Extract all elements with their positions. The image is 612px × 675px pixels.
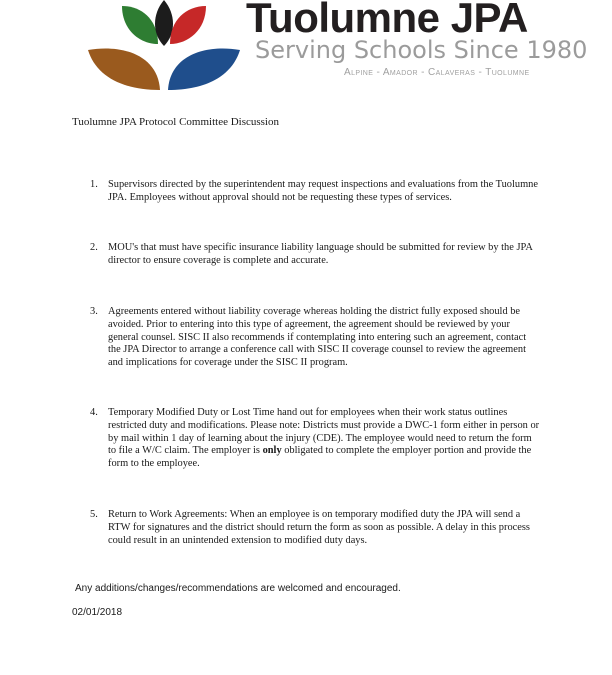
logo-petal-red — [170, 6, 206, 44]
logo-petal-green — [122, 6, 158, 44]
flower-logo-icon — [84, 0, 244, 92]
brand-name: Tuolumne JPA — [246, 0, 528, 41]
list-item — [72, 407, 540, 471]
list-item-text: Return to Work Agreements: When an employee is on temporary modified duty the JPA will send a RTW for signatures and the district should return the form as soon as possible. A delay in this process could result in an unintended extension to modified duty days. — [108, 509, 530, 546]
list-item-text: Supervisors directed by the superintendent may request inspections and evaluations from the Tuolumne JPA. Employees without approval should not be requesting these types of services. — [108, 179, 538, 203]
list-item-text — [108, 407, 540, 471]
list-item — [72, 179, 540, 205]
logo-petal-blue — [168, 49, 240, 90]
list-item-text-emphasis: only — [262, 445, 282, 457]
list-item — [72, 242, 540, 268]
list-item-number: 5. — [90, 509, 98, 520]
list-item-number: 1. — [90, 179, 98, 190]
list-item-text-part: obligated to complete the employer portion and provide the form to the employee. — [108, 445, 532, 470]
brand-counties: Alpine - Amador - Calaveras - Tuolumne — [344, 67, 530, 78]
document-date: 02/01/2018 — [72, 607, 123, 618]
list-item-text: MOU's that must have specific insurance liability language should be submitted for review by the JPA director to ensure coverage is complete and accurate. — [108, 242, 533, 266]
list-item-number: 3. — [90, 306, 98, 317]
document-title: Tuolumne JPA Protocol Committee Discussion — [72, 116, 279, 128]
list-item-text: Agreements entered without liability coverage whereas holding the district fully exposed should be avoided. Prior to entering into this type of agreement, the agreement should be reviewed by your general counsel. SISC II also recommends if contemplating into entering such an agreement, contact the JPA Director to arrange a conference call with SISC II coverage counsel to review the agreement and implications for coverage under the SISC II program. — [108, 306, 527, 369]
list-item-number: 2. — [90, 242, 98, 253]
logo-petal-brown — [88, 49, 160, 90]
brand-tagline: Serving Schools Since 1980 — [255, 36, 588, 64]
list-item — [72, 509, 540, 547]
list-item-number: 4. — [90, 407, 98, 418]
list-item-text-part: Temporary Modified Duty or Lost Time hand out for employees when their work status outlines restricted duty and modifications. Please note: Districts must provide a DWC-1 form either in person or by mail within 1 day of learning about the injury (CDE). The employee would need to return the form to file a W/C claim. The employer is — [108, 407, 540, 457]
closing-note: Any additions/changes/recommendations are welcomed and encouraged. — [75, 583, 401, 594]
list-item — [72, 306, 540, 370]
